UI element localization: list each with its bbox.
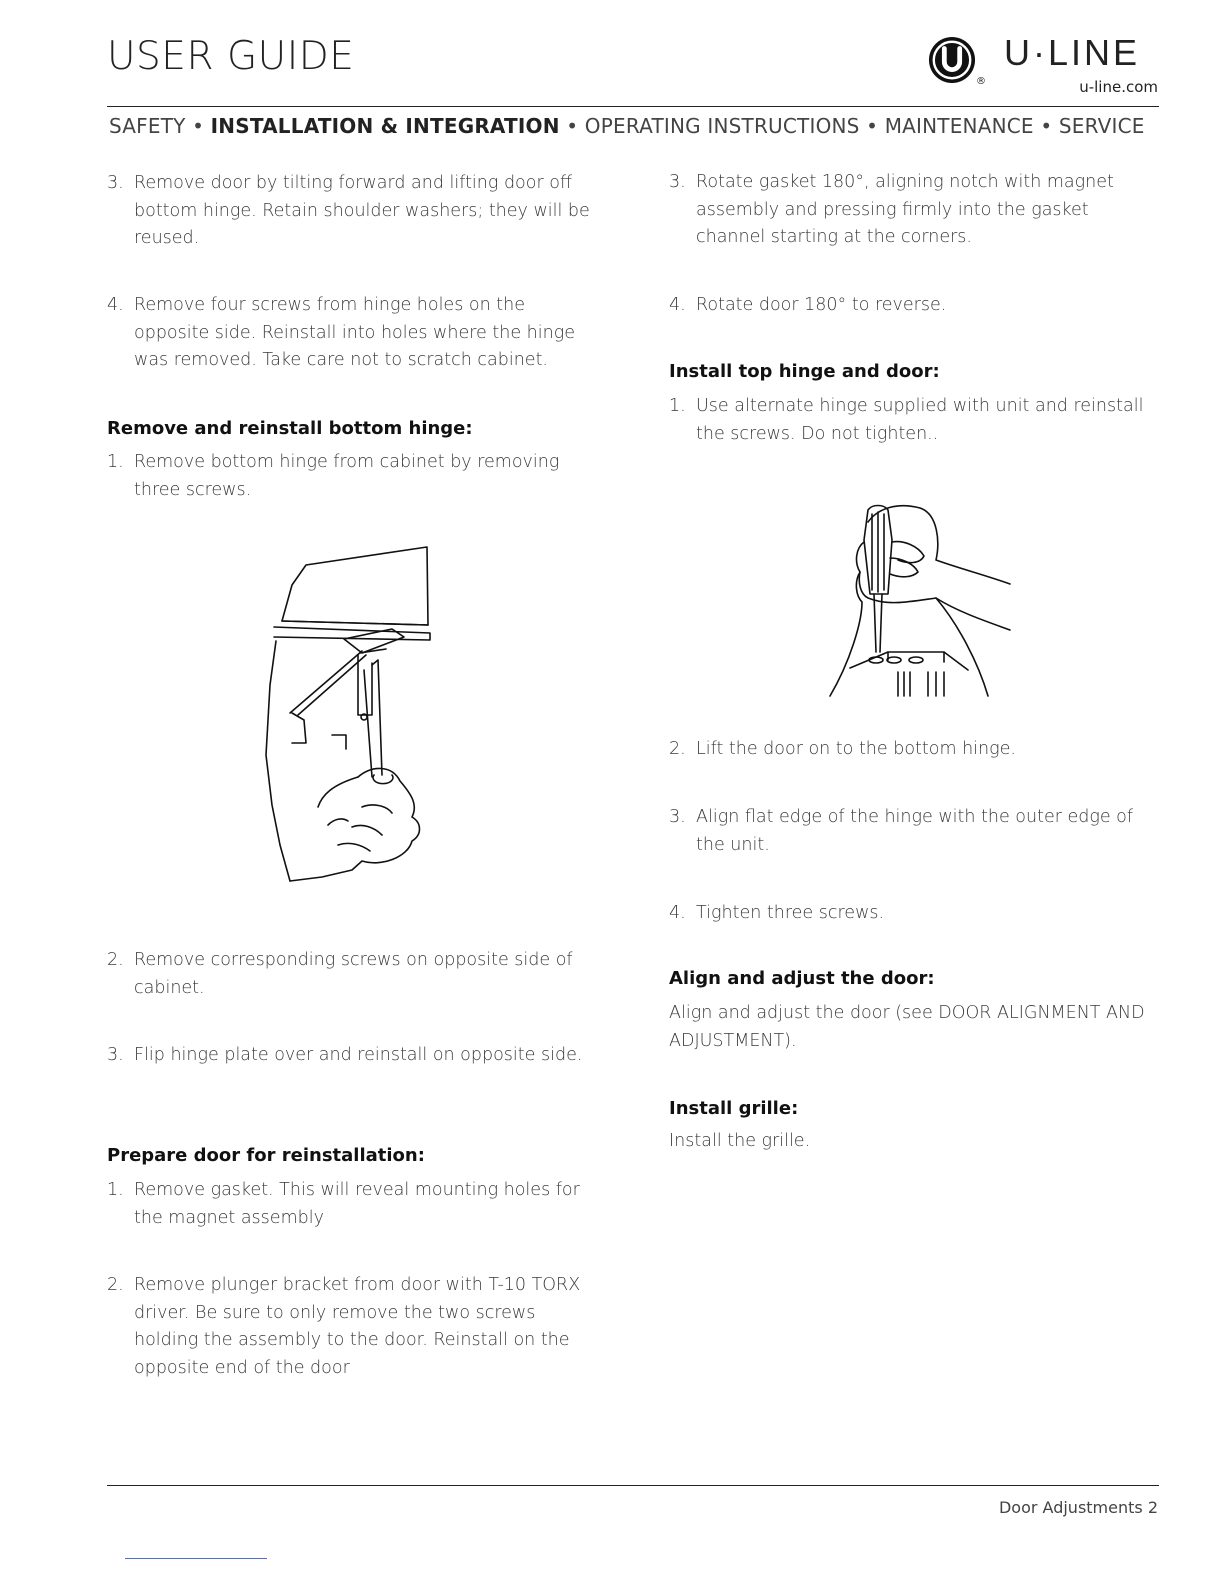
list-item: 2. Remove corresponding screws on opposite side of cabinet. xyxy=(107,950,573,998)
align-paragraph: Align and adjust the door (see DOOR ALIGNMENT AND ADJUSTMENT). xyxy=(669,1003,1145,1051)
section-heading-align-door: Align and adjust the door: xyxy=(669,968,935,989)
page-title: USER GUIDE xyxy=(107,34,355,79)
nav-separator: • xyxy=(1040,114,1053,138)
grille-paragraph: Install the grille. xyxy=(669,1131,811,1151)
nav-item-service[interactable]: SERVICE xyxy=(1058,114,1145,138)
list-item: 3. Flip hinge plate over and reinstall on opposite side. xyxy=(107,1045,583,1065)
footer-divider xyxy=(107,1485,1159,1486)
section-heading-install-grille: Install grille: xyxy=(669,1098,799,1119)
nav-item-maintenance[interactable]: MAINTENANCE xyxy=(884,114,1034,138)
brand-logo xyxy=(926,34,1166,96)
section-heading-bottom-hinge: Remove and reinstall bottom hinge: xyxy=(107,418,473,439)
section-nav xyxy=(109,114,1145,138)
u-line-logo-icon xyxy=(928,36,976,84)
top-hinge-illustration xyxy=(828,502,1014,698)
list-item: 1. Remove gasket. This will reveal mounting holes for the magnet assembly xyxy=(107,1180,580,1228)
list-item: 3. Align flat edge of the hinge with the outer edge of the unit. xyxy=(669,807,1134,855)
bottom-hinge-illustration xyxy=(262,545,442,885)
list-item: 4. Tighten three screws. xyxy=(669,903,885,923)
list-item: 2. Lift the door on to the bottom hinge. xyxy=(669,739,1016,759)
nav-separator: • xyxy=(566,114,579,138)
list-item: 1. Use alternate hinge supplied with unit and reinstall the screws. Do not tighten.. xyxy=(669,396,1144,444)
nav-separator: • xyxy=(866,114,879,138)
section-heading-prepare-door: Prepare door for reinstallation: xyxy=(107,1145,425,1166)
section-heading-top-hinge: Install top hinge and door: xyxy=(669,361,940,382)
list-item: 4. Remove four screws from hinge holes on the opposite side. Reinstall into holes where the hinge was removed. Take care not to scratch cabinet. xyxy=(107,295,575,370)
nav-item-safety[interactable]: SAFETY xyxy=(109,114,186,138)
nav-separator: • xyxy=(192,114,205,138)
page-number: Door Adjustments 2 xyxy=(998,1498,1158,1517)
registered-mark: ® xyxy=(976,76,986,87)
list-item: 3. Remove door by tilting forward and lifting door off bottom hinge. Retain shoulder washers; they will be reused. xyxy=(107,173,590,248)
brand-url[interactable]: u-line.com xyxy=(1079,78,1158,96)
list-item: 4. Rotate door 180° to reverse. xyxy=(669,295,947,315)
list-item: 1. Remove bottom hinge from cabinet by removing three screws. xyxy=(107,452,560,500)
footer-link-underline xyxy=(125,1558,267,1559)
list-item: 3. Rotate gasket 180°, aligning notch with magnet assembly and pressing firmly into the gasket channel starting at the corners. xyxy=(669,172,1114,247)
header-divider xyxy=(107,106,1159,107)
brand-name: U·LINE xyxy=(1004,32,1141,73)
nav-item-operating[interactable]: OPERATING INSTRUCTIONS xyxy=(584,114,860,138)
list-item: 2. Remove plunger bracket from door with T-10 TORX driver. Be sure to only remove the two screws holding the assembly to the door. Reinstall on the opposite end of the door xyxy=(107,1275,581,1378)
nav-item-installation[interactable]: INSTALLATION & INTEGRATION xyxy=(210,114,560,138)
